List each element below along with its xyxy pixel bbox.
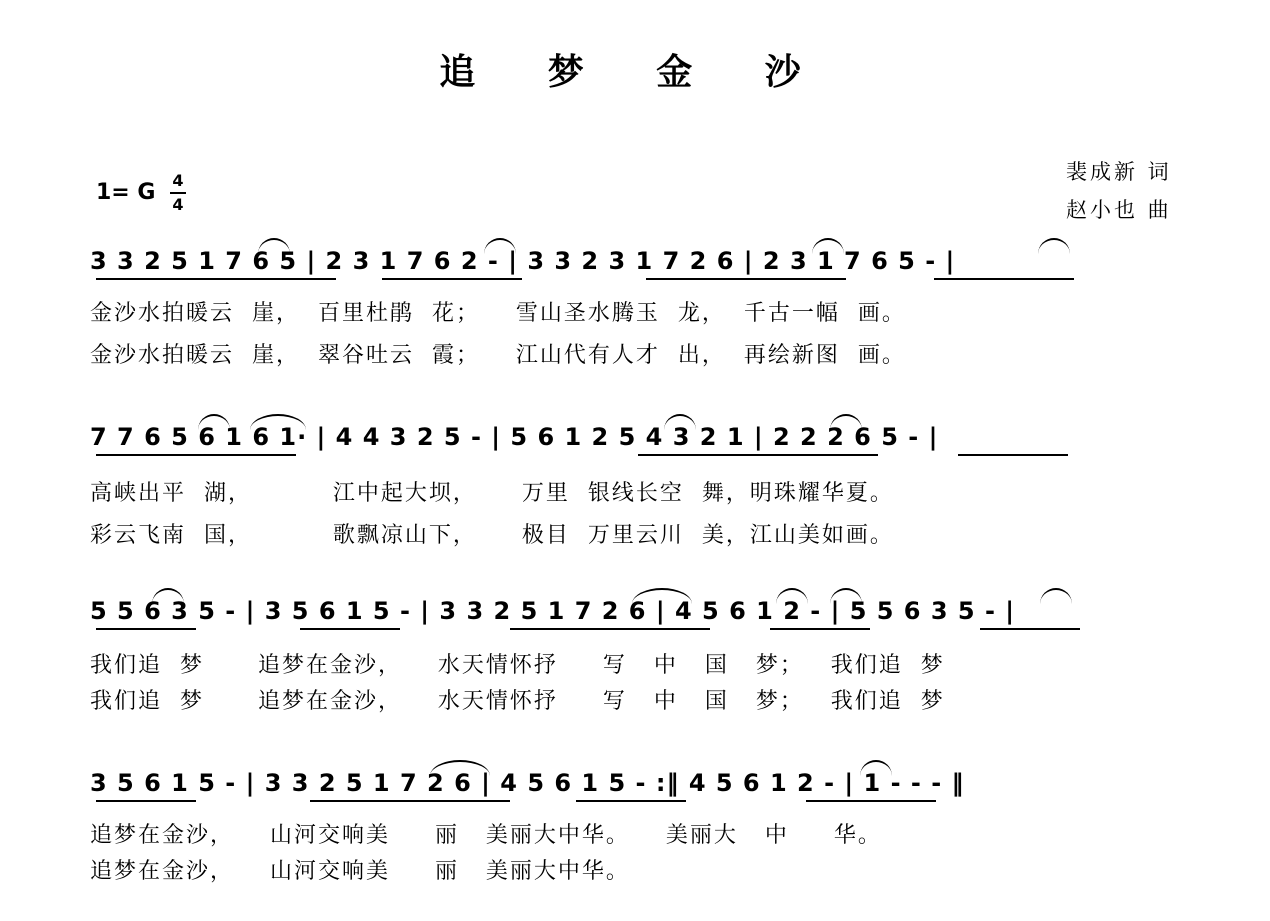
lyric-verse-1: 我们追 梦 追梦在金沙， 水天情怀抒 写 中 国 梦； 我们追 梦 xyxy=(90,653,945,678)
beam-line xyxy=(934,278,1074,280)
beam-line xyxy=(382,278,522,280)
slur-mark xyxy=(632,588,692,604)
slur-mark xyxy=(198,414,230,430)
slur-mark xyxy=(664,414,696,430)
notation-line: 3 3 2 5 1 7 6 5 | 2 3 1 7 6 2 - | 3 3 2 3 1 7 2 6 | 2 3 1 7 6 5 - | xyxy=(90,247,956,275)
lyric-verse-2: 金沙水拍暖云 崖， 翠谷吐云 霞； 江山代有人才 出， 再绘新图 画。 xyxy=(90,343,906,368)
time-signature-unit: 4 xyxy=(172,195,184,214)
slur-mark xyxy=(250,414,306,430)
lyric-verse-2: 彩云飞南 国， 歌飘凉山下， 极目 万里云川 美，江山美如画。 xyxy=(90,523,894,548)
beam-line xyxy=(510,628,710,630)
slur-mark xyxy=(812,238,844,254)
slur-mark xyxy=(830,414,862,430)
beam-line xyxy=(576,800,686,802)
slur-mark xyxy=(860,760,892,776)
lyricist-credit: 裴成新 词 xyxy=(1066,160,1172,184)
time-signature-divider xyxy=(170,192,186,194)
lyric-verse-1: 高峡出平 湖， 江中起大坝， 万里 银线长空 舞，明珠耀华夏。 xyxy=(90,481,894,506)
notation-line: 3 5 6 1 5 - | 3 3 2 5 1 7 2 6 | 4 5 6 1 5 - :‖ 4 5 6 1 2 - | 1 - - - ‖ xyxy=(90,769,965,797)
lyric-verse-1: 金沙水拍暖云 崖， 百里杜鹃 花； 雪山圣水腾玉 龙， 千古一幅 画。 xyxy=(90,301,906,326)
time-signature-beats: 4 xyxy=(172,171,184,190)
beam-line xyxy=(96,278,336,280)
slur-mark xyxy=(484,238,516,254)
beam-line xyxy=(300,628,400,630)
beam-line xyxy=(96,628,196,630)
beam-line xyxy=(980,628,1080,630)
lyric-verse-2: 我们追 梦 追梦在金沙， 水天情怀抒 写 中 国 梦； 我们追 梦 xyxy=(90,689,945,714)
beam-line xyxy=(638,454,878,456)
lyric-verse-1: 追梦在金沙， 山河交响美 丽 美丽大中华。 美丽大 中 华。 xyxy=(90,823,882,848)
slur-mark xyxy=(830,588,862,604)
beam-line xyxy=(806,800,936,802)
slur-mark xyxy=(1040,588,1072,604)
key-label: 1= G xyxy=(96,180,156,205)
beam-line xyxy=(310,800,510,802)
composer-credit: 赵小也 曲 xyxy=(1066,198,1172,222)
notation-line: 7 7 6 5 6 1 6 1· | 4 4 3 2 5 - | 5 6 1 2 5 4 3 2 1 | 2 2 2 6 5 - | xyxy=(90,423,939,451)
beam-line xyxy=(958,454,1068,456)
beam-line xyxy=(770,628,870,630)
beam-line xyxy=(646,278,846,280)
beam-line xyxy=(96,800,196,802)
slur-mark xyxy=(776,588,808,604)
notation-line: 5 5 6 3 5 - | 3 5 6 1 5 - | 3 3 2 5 1 7 2 6 | 4 5 6 1 2 - | 5 5 6 3 5 - | xyxy=(90,597,1016,625)
slur-mark xyxy=(152,588,184,604)
slur-mark xyxy=(430,760,490,776)
lyric-verse-2: 追梦在金沙， 山河交响美 丽 美丽大中华。 xyxy=(90,859,630,884)
song-title: 追 梦 金 沙 xyxy=(439,52,831,93)
time-signature xyxy=(170,172,186,214)
slur-mark xyxy=(258,238,290,254)
beam-line xyxy=(96,454,296,456)
slur-mark xyxy=(1038,238,1070,254)
